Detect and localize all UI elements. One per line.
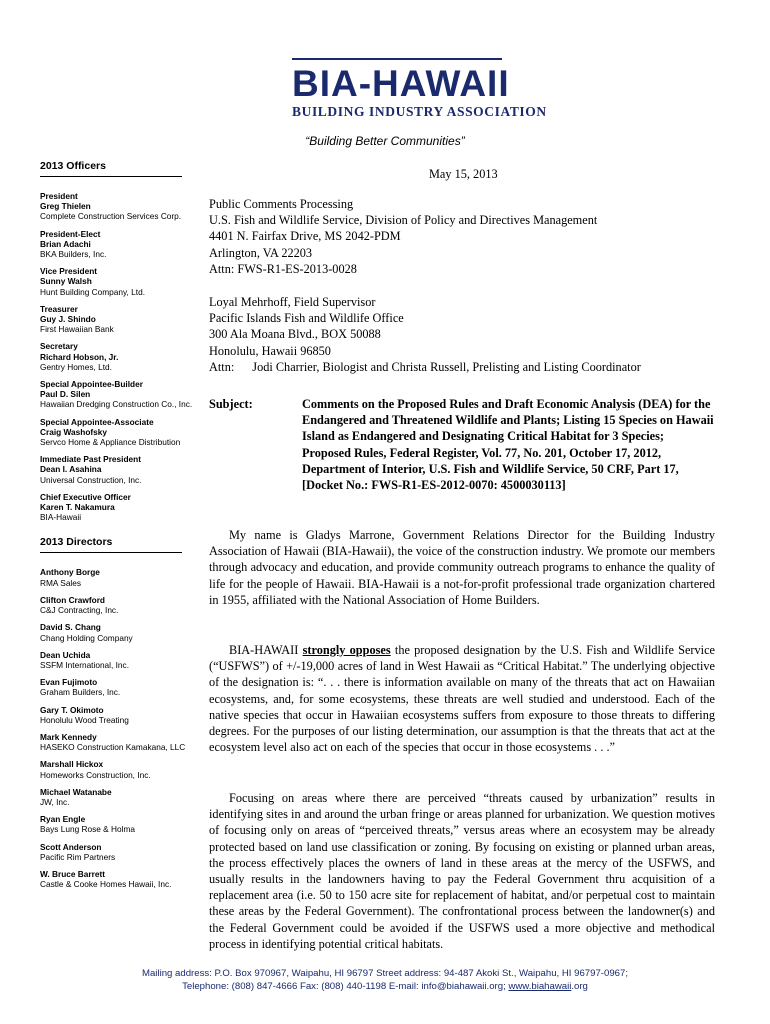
website-link[interactable]: www.biahawaii xyxy=(508,980,572,992)
director-name: Mark Kennedy xyxy=(40,731,97,742)
directors-list xyxy=(40,567,200,889)
director-company: Graham Builders, Inc. xyxy=(40,687,121,698)
subject-text: Comments on the Proposed Rules and Draft Economic Analysis (DEA) for the Endangered and Threatened Wildlife and Plants; Listing 15 Species on Hawaii Island as Endangered and Designating Critical Habitat for 3 Species; Proposed Rules, Federal Register, Vol. 77, No. 201, October 17, 2012, Department of Interior, U.S. Fish and Wildlife Service, 50 CRF, Part 17, [Docket No.: FWS-R1-ES-2012-0070: 4500030113] xyxy=(302,397,714,493)
director-entry xyxy=(40,677,200,697)
sidebar xyxy=(40,160,200,889)
director-company: RMA Sales xyxy=(40,577,82,588)
officer-name: Karen T. Nakamura xyxy=(40,502,115,513)
attn-line xyxy=(209,359,641,375)
paragraph-2 xyxy=(209,642,715,755)
officer-role: Treasurer xyxy=(40,303,78,314)
tagline: “Building Better Communities” xyxy=(305,134,465,148)
paragraph-1-text: My name is Gladys Marrone, Government Relations Director for the Building Industry Association of Hawaii (BIA-Hawaii), the voice of the construction industry. We promote our members through advocacy and education, and provide community outreach programs to enhance the quality of life for the people of Hawaii. BIA-Hawaii is a not-for-profit professional trade organization chartered in 1955, affiliated with the National Association of Home Builders. xyxy=(209,528,715,607)
recipient-line: Pacific Islands Fish and Wildlife Office xyxy=(209,311,404,326)
director-entry xyxy=(40,705,200,725)
director-name: Evan Fujimoto xyxy=(40,677,98,688)
website-suffix: .org xyxy=(571,980,588,992)
logo-sub-text: BUILDING INDUSTRY ASSOCIATION xyxy=(292,104,547,119)
director-company: Honolulu Wood Treating xyxy=(40,714,129,725)
officer-name: Sunny Walsh xyxy=(40,276,92,287)
director-entry xyxy=(40,842,200,862)
officer-company: Universal Construction, Inc. xyxy=(40,474,142,485)
director-company: C&J Contracting, Inc. xyxy=(40,605,119,616)
officers-rule xyxy=(40,176,182,177)
officer-role: President xyxy=(40,191,78,201)
footer-contact-text: Telephone: (808) 847-4666 Fax: (808) 440-1198 E-mail: info@biahawaii.org; xyxy=(182,980,509,992)
officers-title: 2013 Officers xyxy=(40,160,106,172)
officer-company: First Hawaiian Bank xyxy=(40,324,114,335)
recipient-line: U.S. Fish and Wildlife Service, Division of Policy and Directives Management xyxy=(209,213,598,228)
director-company: Pacific Rim Partners xyxy=(40,851,116,862)
officer-company: Hunt Building Company, Ltd. xyxy=(40,286,145,297)
paragraph-1 xyxy=(209,527,715,608)
officer-role: Immediate Past President xyxy=(40,454,141,465)
director-company: Castle & Cooke Homes Hawaii, Inc. xyxy=(40,879,172,890)
subject-label: Subject: xyxy=(209,397,253,411)
director-entry xyxy=(40,622,200,642)
officer-company: Complete Construction Services Corp. xyxy=(40,211,182,222)
footer-contact xyxy=(0,981,770,994)
officer-name: Paul D. Silen xyxy=(40,389,91,400)
attn-label: Attn: xyxy=(209,359,235,374)
logo-top-rule xyxy=(292,58,502,60)
recipient-line: Public Comments Processing xyxy=(209,197,354,211)
recipient-block-2 xyxy=(209,294,641,375)
officer-company: BKA Builders, Inc. xyxy=(40,249,107,260)
recipient-line: Attn: FWS-R1-ES-2013-0028 xyxy=(209,261,357,276)
director-company: JW, Inc. xyxy=(40,796,70,807)
director-name: W. Bruce Barrett xyxy=(40,868,106,879)
footer xyxy=(0,968,770,993)
directors-rule xyxy=(40,552,182,553)
director-name: Marshall Hickox xyxy=(40,759,104,770)
officer-name: Guy J. Shindo xyxy=(40,314,96,325)
director-company: Homeworks Construction, Inc. xyxy=(40,769,151,780)
directors-title: 2013 Directors xyxy=(40,536,113,549)
paragraph-2-text: the proposed designation by the U.S. Fish and Wildlife Service (“USFWS”) of +/-19,000 acres of land in West Hawaii as “Critical Habitat.” The underlying objective of the designation is: “. . . there is information available on many of the threats that act on Hawaiian ecosystems, and, for some ecosystems, these threats are well studied and understood. Each of the native species that occur in Hawaiian ecosystems suffers from exposure to those threats to differing degrees. For the purposes of our listing determination, our assumption is that the threats that act at the ecosystem level also act on each of the species that occur in those ecosystems . . .” xyxy=(209,643,716,755)
recipient-line: Arlington, VA 22203 xyxy=(209,245,313,260)
director-name: Anthony Borge xyxy=(40,567,100,578)
officer-entry xyxy=(40,191,200,222)
director-company: SSFM International, Inc. xyxy=(40,659,130,670)
director-name: David S. Chang xyxy=(40,622,101,633)
officer-role: Special Appointee-Builder xyxy=(40,379,143,390)
officer-name: Dean I. Asahina xyxy=(40,464,102,475)
officer-name: Greg Thielen xyxy=(40,201,91,212)
officer-company: BIA-Hawaii xyxy=(40,512,82,523)
footer-address: Mailing address: P.O. Box 970967, Waipahu, HI 96797 Street address: 94-487 Akoki St., Waipahu, HI 96797-0967; xyxy=(141,968,629,979)
director-company: Bays Lung Rose & Holma xyxy=(40,824,136,835)
letter-date: May 15, 2013 xyxy=(429,167,498,181)
logo-main-text: BIA-HAWAII xyxy=(292,63,510,104)
director-name: Scott Anderson xyxy=(40,841,102,852)
officer-name: Brian Adachi xyxy=(40,238,91,249)
recipient-block-1 xyxy=(209,196,597,277)
recipient-line: Loyal Mehrhoff, Field Supervisor xyxy=(209,295,376,309)
officer-entry xyxy=(40,229,200,260)
paragraph-3-text: Focusing on areas where there are perceived “threats caused by urbanization” results in identifying sites in and around the urban fringe or areas planned for urbanization. We question motives of focusing only on areas of “perceived threats,” versus areas where an ecosystem may be already protected based on land use classification or zoning. By focusing on existing or planned urban areas, the process effectively places the owners of land in these areas at the mercy of the USFWS, and usually results in the landowners having to pay the Federal Government thru acquisition of a replacement area (i.e. 50 to 150 acre site for replacement of habitat, and/or perpetual cost to maintain these areas by the Federal Government). The confrontational process between the landowner(s) and the Federal Government could be avoided if the USFWS used a more objective and methodical process in identifying potential critical habitats. xyxy=(209,791,715,951)
logo xyxy=(292,58,547,120)
officer-entry xyxy=(40,266,200,297)
director-entry xyxy=(40,567,200,587)
strongly-opposes-emphasis: strongly opposes xyxy=(302,643,391,657)
director-entry xyxy=(40,759,200,779)
director-name: Michael Watanabe xyxy=(40,786,112,797)
recipient-line: Honolulu, Hawaii 96850 xyxy=(209,343,331,358)
director-company: HASEKO Construction Kamakana, LLC xyxy=(40,742,186,753)
recipient-line: 300 Ala Moana Blvd., BOX 50088 xyxy=(209,327,381,342)
officer-entry xyxy=(40,341,200,372)
officer-name: Richard Hobson, Jr. xyxy=(40,351,119,362)
officers-list xyxy=(40,191,200,522)
officer-company: Servco Home & Appliance Distribution xyxy=(40,437,181,448)
recipient-line: 4401 N. Fairfax Drive, MS 2042-PDM xyxy=(209,229,401,244)
paragraph-3 xyxy=(209,790,715,952)
officer-role: President-Elect xyxy=(40,228,101,239)
officer-name: Craig Washofsky xyxy=(40,426,108,437)
officer-entry xyxy=(40,417,200,448)
director-entry xyxy=(40,595,200,615)
director-name: Clifton Crawford xyxy=(40,594,105,605)
director-entry xyxy=(40,814,200,834)
officer-entry xyxy=(40,492,200,523)
director-entry xyxy=(40,650,200,670)
attn-text: Jodi Charrier, Biologist and Christa Russell, Prelisting and Listing Coordinator xyxy=(252,359,641,374)
director-name: Gary T. Okimoto xyxy=(40,704,104,715)
director-company: Chang Holding Company xyxy=(40,632,133,643)
director-name: Dean Uchida xyxy=(40,649,91,660)
paragraph-2-lead: BIA-HAWAII xyxy=(229,643,299,657)
officer-entry xyxy=(40,304,200,335)
officer-company: Gentry Homes, Ltd. xyxy=(40,361,112,372)
officer-role: Chief Executive Officer xyxy=(40,491,131,502)
officer-entry xyxy=(40,454,200,485)
officer-role: Special Appointee-Associate xyxy=(40,416,154,427)
officer-company: Hawaiian Dredging Construction Co., Inc. xyxy=(40,399,193,410)
officer-role: Vice President xyxy=(40,266,98,277)
director-entry xyxy=(40,732,200,752)
officer-role: Secretary xyxy=(40,341,78,352)
officer-entry xyxy=(40,379,200,410)
director-name: Ryan Engle xyxy=(40,814,86,825)
director-entry xyxy=(40,869,200,889)
director-entry xyxy=(40,787,200,807)
